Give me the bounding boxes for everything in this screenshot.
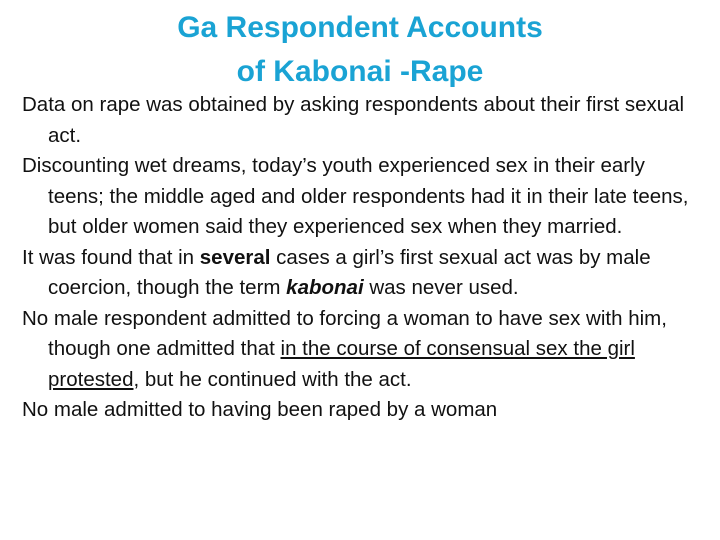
text-segment: No male respondent admitted to forcing a woman to have sex with him, though one admitted that xyxy=(22,306,667,360)
paragraph-no-male-raped: No male admitted to having been raped by a woman xyxy=(22,398,498,421)
emphasis-kabonai: kabonai xyxy=(286,276,364,299)
title-line-1: Ga Respondent Accounts xyxy=(177,11,543,44)
title-line-2: of Kabonai -Rape xyxy=(236,55,484,88)
paragraph-data-source: Data on rape was obtained by asking respondents about their first sexual act. xyxy=(22,93,685,147)
paragraph-age-of-first-sex: Discounting wet dreams, today’s youth experienced sex in their early teens; the middle aged and older respondents had it in their late teens, but older women said they experienced sex when they married. xyxy=(22,154,689,238)
slide-title xyxy=(0,6,720,94)
text-segment: cases a girl’s first sexual act was by male coercion, though the term xyxy=(48,245,651,299)
paragraph-male-respondents xyxy=(22,304,698,396)
text-segment: It was found that in xyxy=(22,245,200,269)
emphasis-several: several xyxy=(199,245,271,269)
underlined-phrase: in the course of consensual sex the girl protested xyxy=(48,337,635,391)
paragraph-male-coercion xyxy=(22,243,698,304)
slide-body xyxy=(22,90,698,426)
text-segment: , but he continued with the act. xyxy=(133,367,412,391)
text-segment: was never used. xyxy=(363,276,519,299)
